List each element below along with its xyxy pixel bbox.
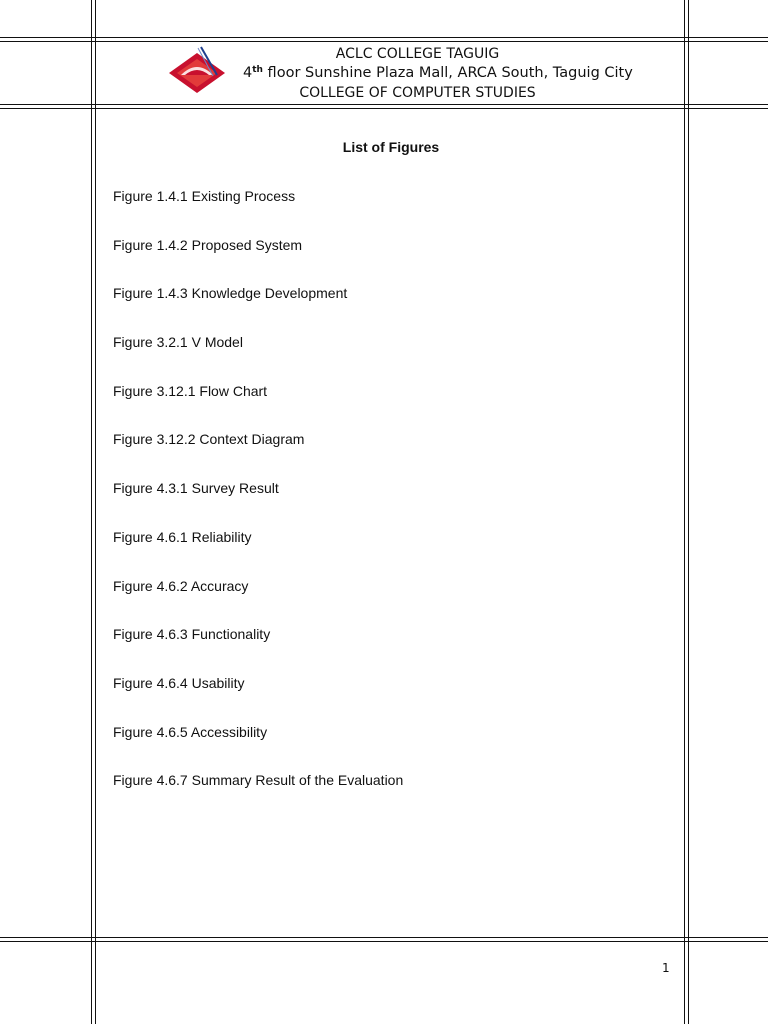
list-item: Figure 4.3.1 Survey Result (113, 480, 279, 497)
list-item: Figure 1.4.2 Proposed System (113, 236, 303, 253)
list-item: Figure 1.4.1 Existing Process (113, 188, 296, 204)
list-item: Figure 4.6.2 Accuracy (113, 577, 249, 594)
page-number: 1 (662, 961, 670, 975)
figure-list (113, 186, 403, 819)
frame-right-rule-outer (688, 0, 689, 1024)
footer-top-rule-outer (0, 937, 768, 938)
institution-address (243, 65, 633, 81)
institution-name: ACLC COLLEGE TAGUIG (335, 46, 500, 62)
page-title: List of Figures (342, 139, 440, 155)
list-item: Figure 4.6.3 Functionality (113, 626, 271, 643)
footer-top-rule-inner (0, 941, 768, 942)
list-item: Figure 3.2.1 V Model (113, 334, 243, 351)
list-item: Figure 3.12.2 Context Diagram (113, 431, 305, 448)
header-bottom-rule-outer (0, 108, 768, 109)
list-item: Figure 1.4.3 Knowledge Development (113, 285, 348, 302)
frame-left-rule-outer (91, 0, 92, 1024)
list-item: Figure 4.6.1 Reliability (113, 528, 252, 545)
list-item: Figure 4.6.4 Usability (113, 674, 245, 691)
address-rest: floor Sunshine Plaza Mall, ARCA South, Taguig City (262, 65, 633, 81)
list-item: Figure 4.6.5 Accessibility (113, 723, 268, 740)
header-top-rule-outer (0, 37, 768, 38)
letterhead (95, 41, 685, 105)
address-ordinal: 4 (243, 65, 253, 81)
list-item: Figure 4.6.7 Summary Result of the Evaluation (113, 772, 404, 789)
address-ordinal-suffix: th (252, 65, 263, 75)
department-name: COLLEGE OF COMPUTER STUDIES (299, 85, 536, 101)
list-item: Figure 3.12.1 Flow Chart (113, 382, 268, 399)
